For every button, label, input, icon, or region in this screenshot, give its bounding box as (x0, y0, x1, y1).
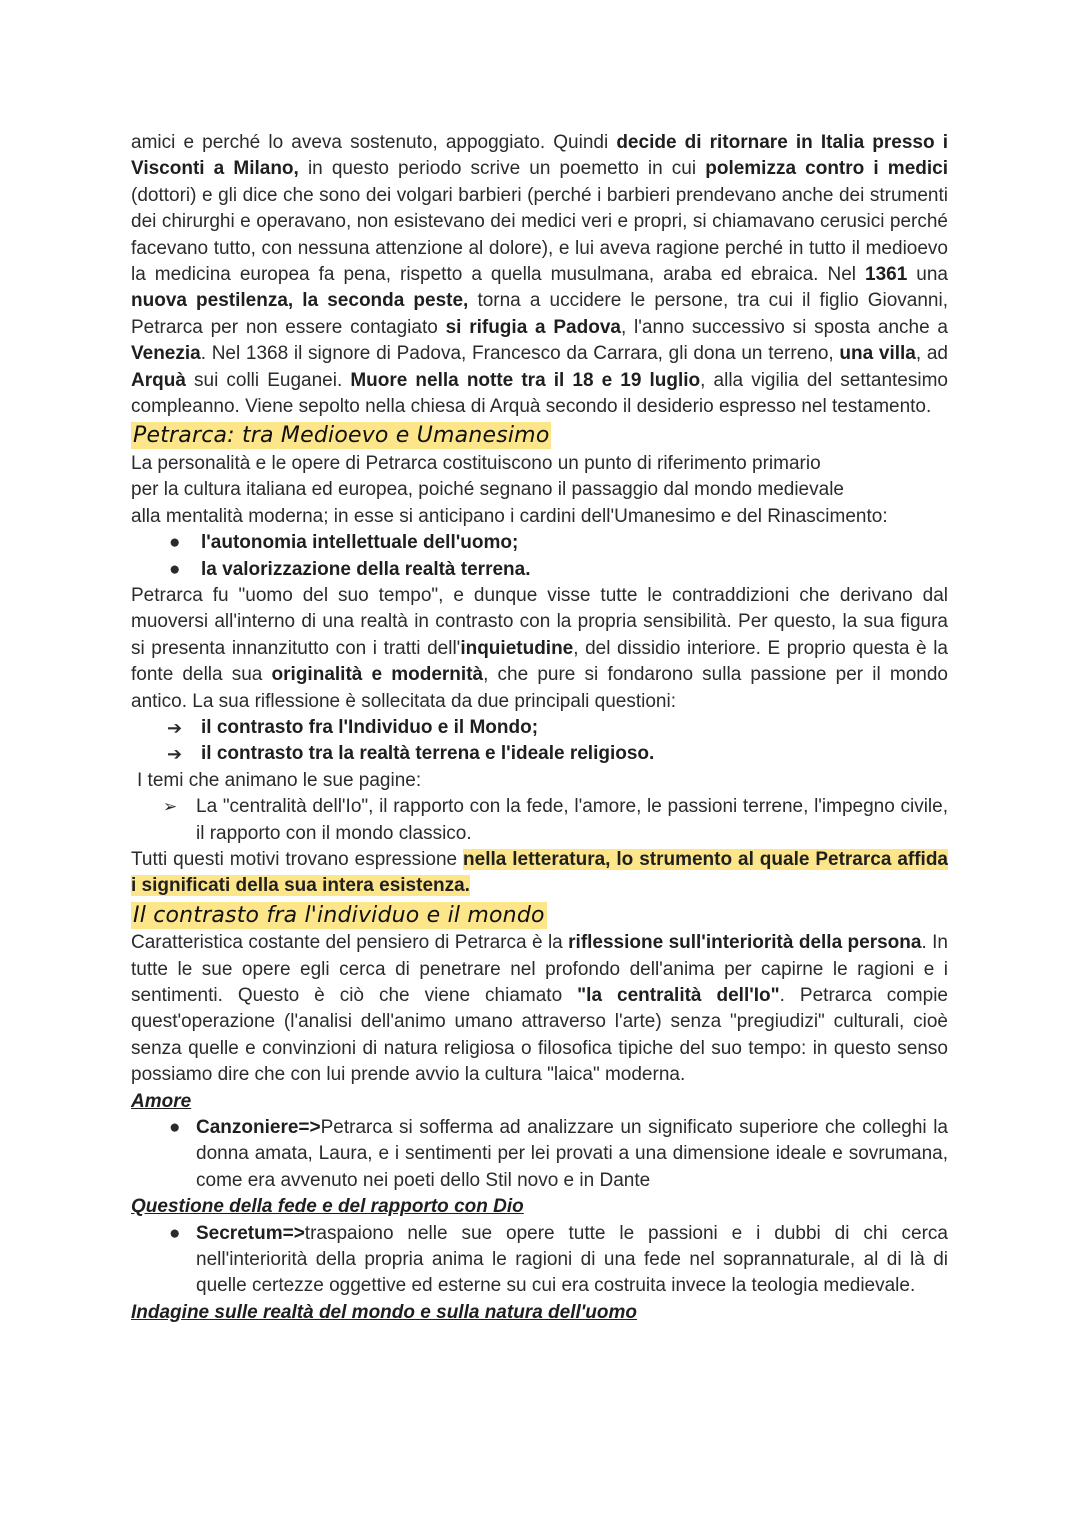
intro-line: La personalità e le opere di Petrarca costituiscono un punto di riferimento primario (131, 452, 821, 474)
arrow-right-icon: ➔ (167, 744, 183, 765)
bold-text: una villa (839, 343, 916, 365)
paragraph-uomo-del-suo-tempo (131, 583, 948, 715)
list-item-text: La "centralità dell'Io", il rapporto con la fede, l'amore, le passioni terrene, l'impegno civile, il rapporto con il mondo classico. (196, 796, 948, 844)
bold-text: riflessione sull'interiorità della persona (568, 932, 922, 954)
bold-text: inquietudine (460, 637, 574, 659)
bold-text: Secretum=> (196, 1222, 305, 1244)
bold-text: originalità e modernità (271, 664, 484, 686)
list-item-text: il contrasto fra l'Individuo e il Mondo; (201, 716, 539, 738)
text: . Nel 1368 il signore di Padova, Francesco da Carrara, gli dona un terreno, (200, 343, 840, 365)
text: , l'anno successivo si sposta anche a (620, 316, 948, 338)
list-item (131, 741, 948, 767)
list-item (131, 794, 948, 847)
bullet-dot-icon: ● (169, 558, 181, 580)
text: traspaiono nelle sue opere tutte le passioni e i dubbi di chi cerca nell'interiorità della propria anima le ragioni di una fede nel soprannaturale, al di là di quelle certezze oggettive ed esterne su cui era costruita invece la teologia medievale. (196, 1222, 948, 1297)
subheading-amore: Amore (131, 1090, 192, 1112)
text: Tutti questi motivi trovano espressione (131, 848, 464, 870)
bold-text: polemizza contro i medici (705, 158, 948, 180)
text: Caratteristica costante del pensiero di Petrarca è la (131, 932, 569, 954)
text: torna a uccidere le persone, tra cui il figlio Giovanni, Petrarca per non essere contagiato (131, 290, 948, 338)
bold-text: Venezia (131, 343, 201, 365)
text: sui colli Euganei. (185, 369, 351, 391)
bold-text: "la centralità dell'Io" (577, 985, 780, 1006)
list-item-text: l'autonomia intellettuale dell'uomo; (201, 532, 519, 554)
text: una (907, 264, 948, 286)
section-title-contrasto (131, 900, 948, 930)
text: , ad (915, 343, 948, 365)
arrow-list (131, 715, 948, 768)
text: . Petrarca compie quest'operazione (l'analisi dell'animo umano attraverso l'arte) senza "pregiudizi" culturali, cioè senza quelle e convinzioni di natura religiosa o filosofica tipiche del suo tempo: in questo senso possiamo dire che con lui prende avvio la cultura "laica" moderna. (131, 985, 948, 1086)
highlighted-bold-text: nella letteratura, lo strumento al quale Petrarca affida i significati della sua intera esistenza. (131, 848, 948, 897)
bold-text: 1361 (865, 264, 908, 286)
text: Petrarca si sofferma ad analizzare un significato superiore che colleghi la donna amata, Laura, e i sentimenti per lei provati a una dimensione ideale e sovrumana, come era avvenuto nei poeti dello Stil novo e in Dante (196, 1117, 948, 1191)
bold-text: Muore nella notte tra il 18 e 19 luglio (350, 369, 701, 391)
subheading-fede: Questione della fede e del rapporto con Dio (131, 1196, 524, 1218)
bold-text: nuova pestilenza, la seconda peste, (131, 290, 469, 312)
bullet-dot-icon: ● (169, 532, 181, 554)
text: , alla vigilia del settantesimo compleanno. Viene sepolto nella chiesa di Arquà secondo il desiderio espresso nel testamento. (131, 369, 948, 418)
text: Petrarca fu "uomo del suo tempo", e dunque visse tutte le contraddizioni che derivano dal muoversi all'interno di una realtà in contrasto con la propria sensibilità. Per questo, la sua figura si presenta innanzitutto con i tratti dell' (131, 584, 948, 659)
intro-line: per la cultura italiana ed europea, poiché segnano il passaggio dal mondo medievale (131, 479, 844, 501)
document-page (131, 130, 948, 1326)
paragraph-interiorita (131, 930, 948, 1088)
highlighted-heading: Il contrasto fra l'individuo e il mondo (133, 902, 545, 928)
list-item (131, 715, 948, 741)
bold-text: Canzoniere=> (196, 1117, 321, 1139)
intro-line: alla mentalità moderna; in esse si anticipano i cardini dell'Umanesimo e del Rinascimento: (131, 505, 888, 527)
bold-text: decide di ritornare in Italia presso i Visconti a Milano, (131, 132, 949, 180)
paragraph-biography (131, 130, 948, 420)
text: . In tutte le sue opere egli cerca di penetrare nel profondo dell'anima per capirne le ragioni e i sentimenti. Questo è ciò che viene chiamato (131, 932, 948, 1006)
highlighted-heading: Petrarca: tra Medioevo e Umanesimo (133, 423, 550, 449)
subheading-indagine: Indagine sulle realtà del mondo e sulla natura dell'uomo (131, 1301, 638, 1323)
list-item-secretum (131, 1221, 948, 1300)
list-item (131, 557, 948, 583)
section-title-medioevo (131, 420, 948, 450)
bullet-dot-icon: ● (169, 1117, 181, 1139)
paragraph-letteratura (131, 847, 948, 900)
text: amici e perché lo aveva sostenuto, appoggiato. Quindi (131, 132, 617, 153)
text: in questo periodo scrive un poemetto in cui (298, 158, 706, 180)
bold-text: Arquà (131, 369, 186, 391)
text: , del dissidio interiore. E proprio questa è la fonte della sua (131, 637, 948, 686)
bullet-list (131, 530, 948, 583)
list-item-text: il contrasto tra la realtà terrena e l'ideale religioso. (201, 743, 655, 765)
text: (dottori) e gli dice che sono dei volgari barbieri (perché i barbieri prendevano anche dei strumenti dei chirurghi e operavano, non esistevano dei medici veri e propri, si chiamavano cerusici perché facevano tutto, con nessuna attenzione al dolore), e lui aveva ragione perché in tutto il medioevo la medicina europea fa pena, rispetto a quella musulmana, araba ed ebraica. Nel (131, 184, 948, 286)
bullet-dot-icon: ● (169, 1222, 181, 1244)
list-item-text: la valorizzazione della realtà terrena. (201, 558, 531, 580)
list-item-canzoniere (131, 1115, 948, 1194)
arrowhead-icon: ➢ (163, 797, 178, 817)
arrow-right-icon: ➔ (167, 717, 183, 738)
bold-text: si rifugia a Padova (445, 316, 621, 338)
triangle-list (131, 794, 948, 847)
list-item (131, 530, 948, 556)
themes-intro: I temi che animano le sue pagine: (137, 769, 422, 791)
text: , che pure si fondarono sulla passione per il mondo antico. La sua riflessione è sollecitata da due principali questioni: (131, 664, 948, 712)
